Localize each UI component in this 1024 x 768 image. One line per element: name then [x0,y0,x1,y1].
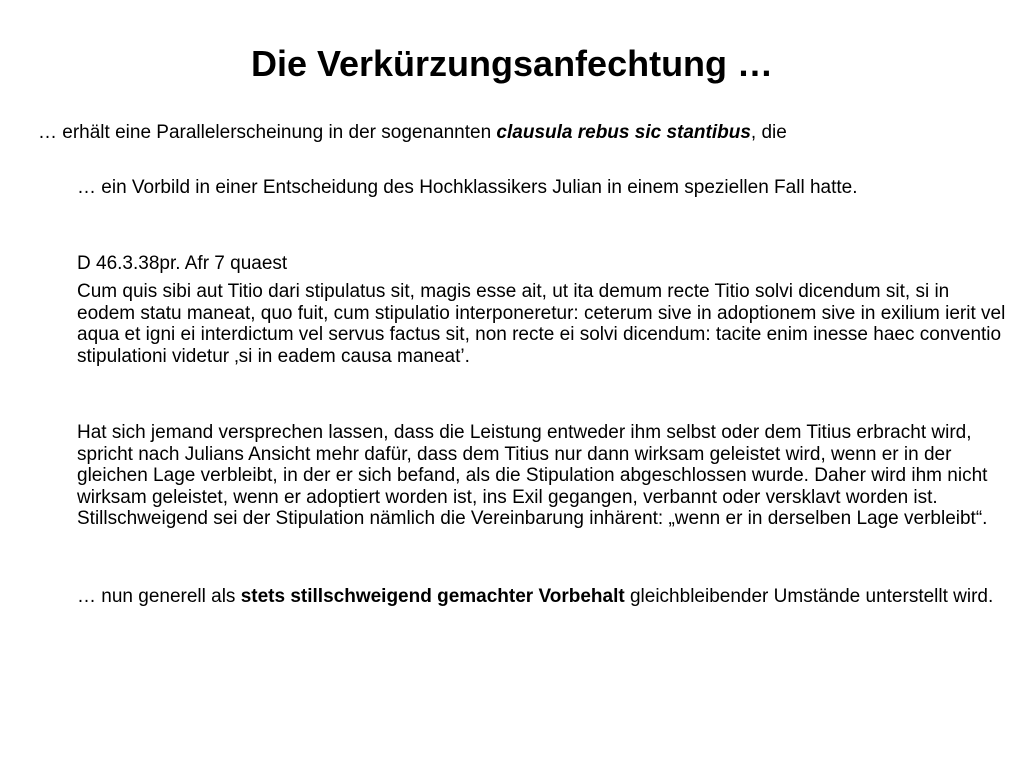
julian-paragraph: … ein Vorbild in einer Entscheidung des Hochklassikers Julian in einem speziellen Fall hatte. [77,177,858,198]
conclusion-emphasis: stets stillschweigend gemachter Vorbehalt [240,586,625,607]
digest-citation: D 46.3.38pr. Afr 7 quaest [77,253,288,274]
intro-text-before: … erhält eine Parallelerscheinung in der sogenannten [38,122,497,143]
intro-paragraph [38,121,998,145]
conclusion-paragraph [77,586,1007,608]
conclusion-text-before: … nun generell als [77,586,241,607]
intro-text-after: , die [750,122,787,143]
conclusion-text-after: gleichbleibender Umstände unterstellt wird. [624,586,994,607]
intro-emphasis: clausula rebus sic stantibus [496,122,751,143]
latin-source-text: Cum quis sibi aut Titio dari stipulatus sit, magis esse ait, ut ita demum recte Titio solvi dicendum sit, si in eodem statu maneat, quo fuit, cum stipulatio interponeretur: ceterum sive in adoptionem sive in exilium ierit vel aqua et igni ei interdictum vel servus factus sit, non recte ei solvi dicendum: tacite enim inesse haec conventio stipulationi videtur ‚si in eadem causa maneat’. [77,281,1006,367]
german-translation: Hat sich jemand versprechen lassen, dass die Leistung entweder ihm selbst oder dem Titius erbracht wird, spricht nach Julians Ansicht mehr dafür, dass dem Titius nur dann wirksam geleistet wird, wenn er in der gleichen Lage verbleibt, in der er sich befand, als die Stipulation abgeschlossen wurde. Daher wird ihm nicht wirksam geleistet, wenn er adoptiert worden ist, ins Exil gegangen, verbannt oder versklavt worden ist. Stillschweigend sei der Stipulation nämlich die Vereinbarung inhärent: „wenn er in derselben Lage verbleibt“. [77,422,988,529]
slide-title: Die Verkürzungsanfechtung … [250,43,774,84]
